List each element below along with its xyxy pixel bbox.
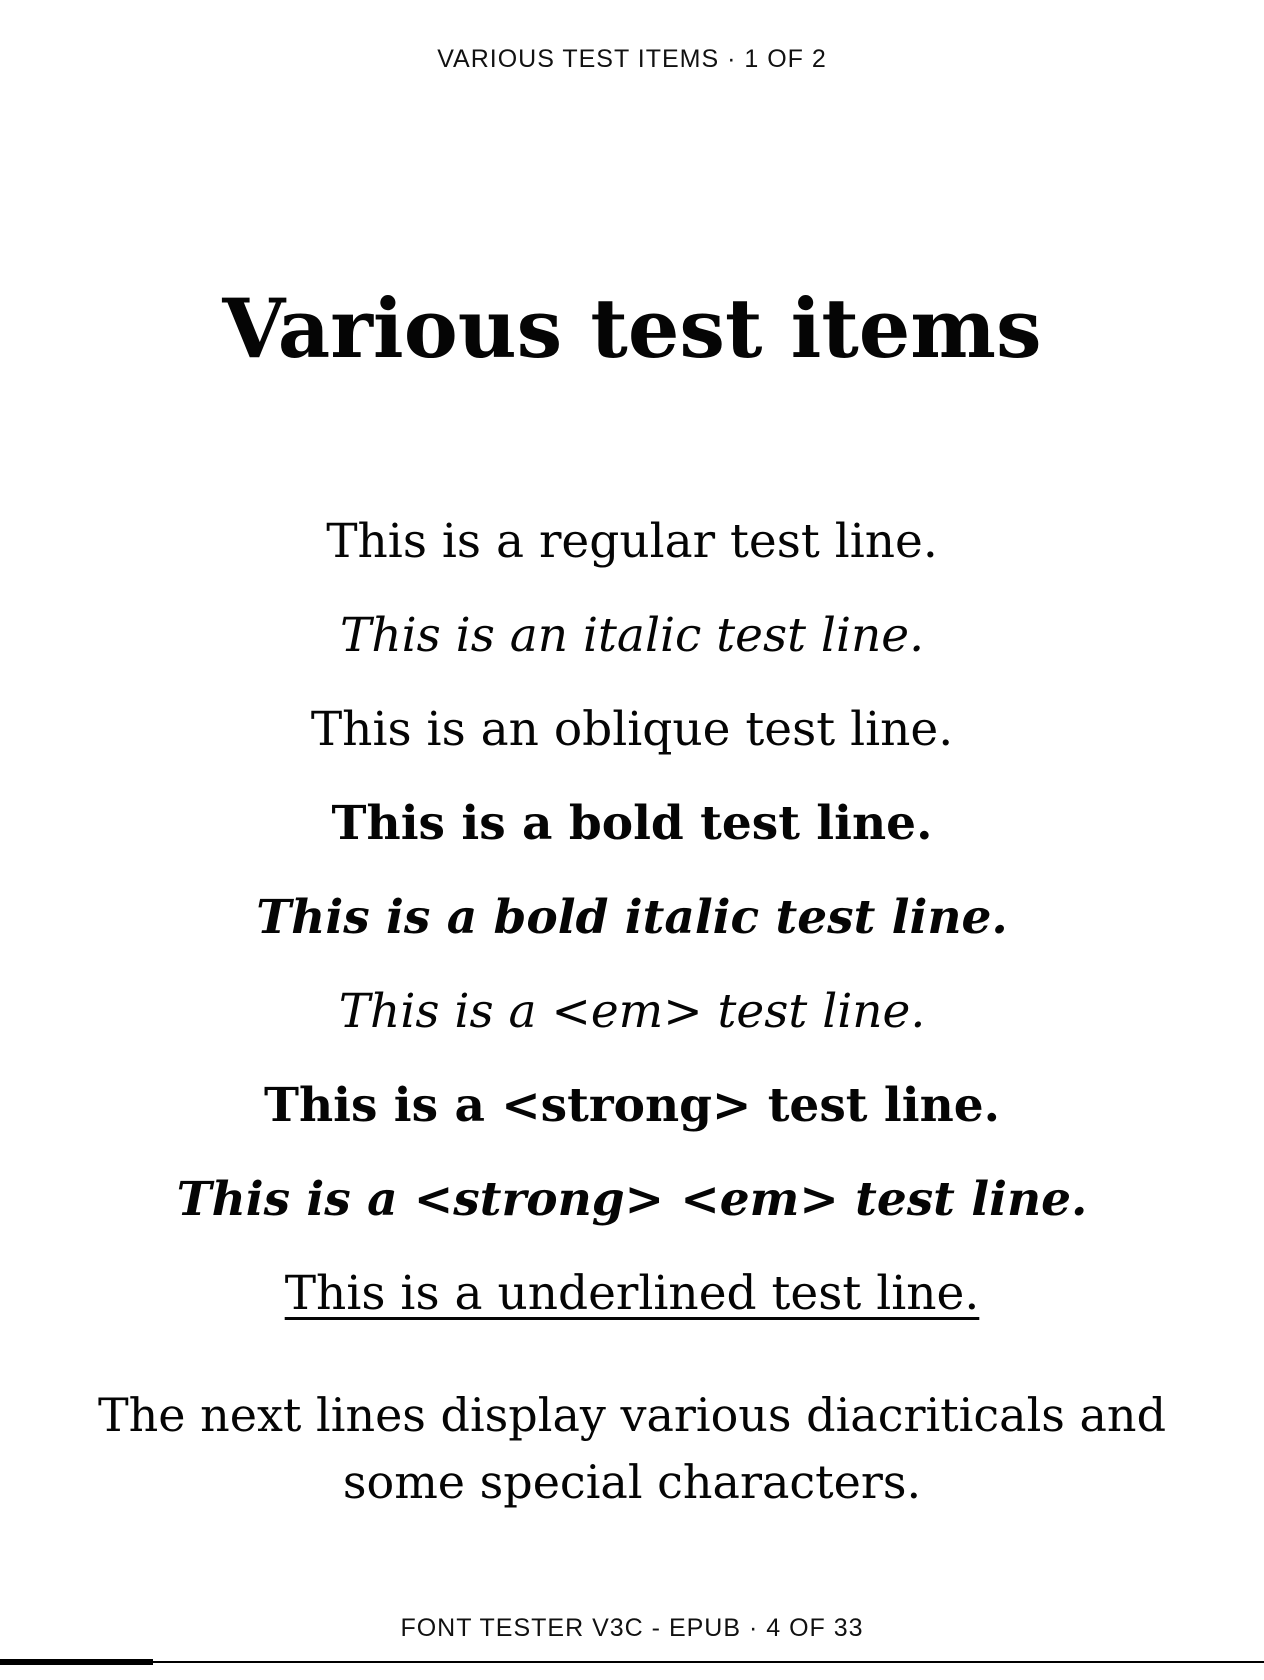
running-footer: FONT TESTER V3C - EPUB · 4 OF 33 [400,1614,864,1642]
test-line-strong-em: This is a <strong> <em> test line. [176,1172,1088,1227]
test-line-bold-italic: This is a bold italic test line. [256,890,1008,945]
test-lines-block [0,514,1264,1321]
chapter-title: Various test items [222,282,1042,377]
reading-progress-fill [0,1659,153,1665]
intro-paragraph: The next lines display various diacriticals and some special characters. [97,1388,1167,1510]
test-line-underlined: This is a underlined test line. [284,1266,980,1321]
test-line-italic: This is an italic test line. [339,608,925,663]
reading-progress-track[interactable] [0,1661,1264,1663]
test-line-strong: This is a <strong> test line. [263,1078,1001,1133]
test-line-regular: This is a regular test line. [326,514,938,569]
test-line-oblique: This is an oblique test line. [310,702,954,757]
test-line-bold: This is a bold test line. [331,796,933,851]
running-header: VARIOUS TEST ITEMS · 1 OF 2 [437,45,827,73]
test-line-em: This is a <em> test line. [338,984,926,1039]
